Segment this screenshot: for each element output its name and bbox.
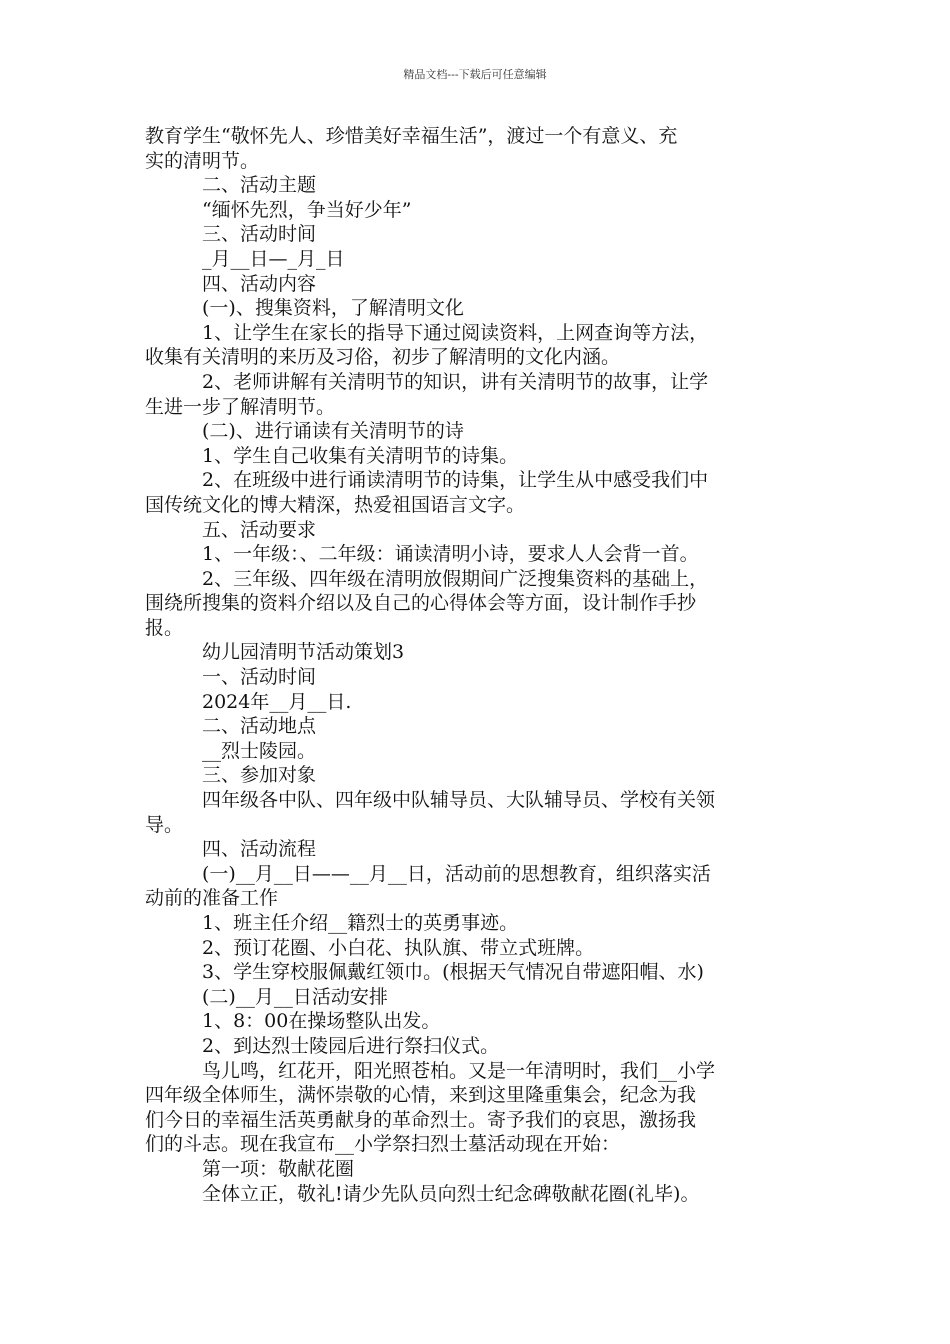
section-heading: 四、活动流程 [202,838,317,861]
text-line: 2024年__月__日. [202,690,352,713]
text-line: 四年级全体师生，满怀崇敬的心情，来到这里隆重集会，纪念为我 [145,1084,697,1107]
text-line: 教育学生“敬怀先人、珍惜美好幸福生活”，渡过一个有意义、充 [145,125,678,147]
text-line: 国传统文化的博大精深，热爱祖国语言文字。 [145,493,526,516]
text-line: 2、到达烈士陵园后进行祭扫仪式。 [202,1034,500,1057]
text-line: 动前的准备工作 [145,887,279,910]
text-line: 3、学生穿校服佩戴红领巾。(根据天气情况自带遮阳帽、水) [202,961,704,984]
text-line: 生进一步了解清明节。 [145,395,336,418]
text-line: 1、让学生在家长的指导下通过阅读资料，上网查询等方法， [202,321,709,344]
text-line: _月__日—_月_日 [202,247,345,270]
text-line: 2、预订花圈、小白花、执队旗、带立式班牌。 [202,936,595,959]
text-line: 2、三年级、四年级在清明放假期间广泛搜集资料的基础上， [202,567,709,590]
document-title: 幼儿园清明节活动策划3 [202,641,405,664]
text-line: 1、学生自己收集有关清明节的诗集。 [202,444,519,467]
subsection-heading: (一)、搜集资料，了解清明文化 [202,297,464,320]
page-header: 精品文档---下载后可任意编辑 [403,68,547,81]
subsection-heading: (二)__月__日活动安排 [202,985,388,1008]
subsection-heading: (一)__月__日——__月__日，活动前的思想教育，组织落实活 [202,862,711,885]
text-line: 2、在班级中进行诵读清明节的诗集，让学生从中感受我们中 [202,469,709,492]
subsection-heading: (二)、进行诵读有关清明节的诗 [202,420,464,443]
text-line: 2、老师讲解有关清明节的知识，讲有关清明节的故事，让学 [202,370,709,393]
text-line: 们今日的幸福生活英勇献身的革命烈士。寄予我们的哀思，激扬我 [145,1108,697,1131]
text-line: 第一项：敬献花圈 [202,1157,355,1180]
section-heading: 五、活动要求 [202,518,317,541]
section-heading: 四、活动内容 [202,272,317,295]
text-line: 实的清明节。 [145,149,260,172]
section-heading: 二、活动主题 [202,174,317,197]
document-body [145,124,807,1206]
section-heading: 一、活动时间 [202,666,317,689]
text-line: 1、班主任介绍__籍烈士的英勇事迹。 [202,912,519,934]
text-line: 报。 [145,616,184,639]
text-line: 全体立正，敬礼!请少先队员向烈士纪念碑敬献花圈(礼毕)。 [202,1182,700,1205]
text-line: 四年级各中队、四年级中队辅导员、大队辅导员、学校有关领 [202,789,716,812]
text-line: __烈士陵园。 [202,739,317,762]
text-line: 1、一年级：、二年级：诵读清明小诗，要求人人会背一首。 [202,543,699,566]
text-line: 导。 [145,813,184,836]
section-heading: 二、活动地点 [202,715,317,738]
text-line: 们的斗志。现在我宣布__小学祭扫烈士墓活动现在开始： [145,1133,621,1156]
text-line: 收集有关清明的来历及习俗，初步了解清明的文化内涵。 [145,346,621,369]
text-line: 1、8：00在操场整队出发。 [202,1010,441,1033]
text-line: 围绕所搜集的资料介绍以及自己的心得体会等方面，设计制作手抄 [145,592,697,615]
section-heading: 三、参加对象 [202,764,317,787]
text-line: “缅怀先烈，争当好少年” [202,198,412,221]
section-heading: 三、活动时间 [202,223,317,246]
text-line: 鸟儿鸣，红花开，阳光照苍柏。又是一年清明时，我们__小学 [202,1059,716,1082]
